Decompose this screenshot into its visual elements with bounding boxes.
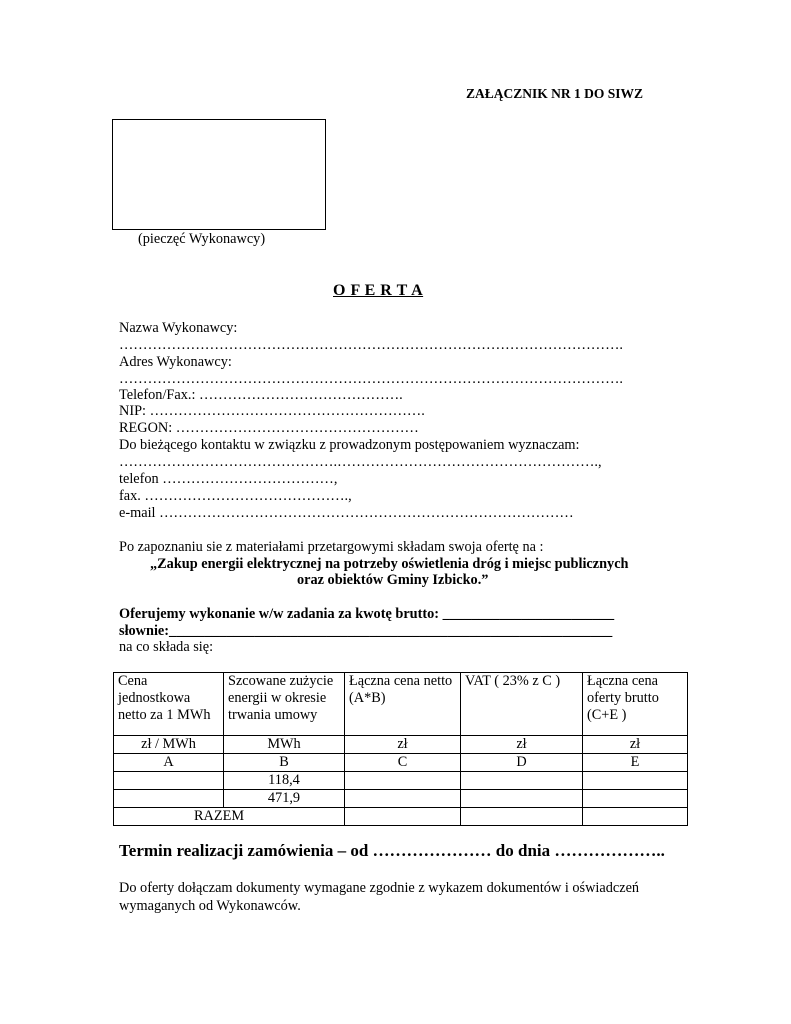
table-cell <box>114 790 224 808</box>
contact-email-field: e-mail …………………………………………………………………………… <box>119 505 574 521</box>
regon-field: REGON: …………………………………………… <box>119 420 419 436</box>
delivery-deadline: Termin realizacji zamówienia – od ………………… do dnia ……………….. <box>119 841 665 860</box>
unit-cell: zł / MWh <box>114 736 224 754</box>
contact-intro: Do bieżącego kontaktu w związku z prowadzonym postępowaniem wyznaczam: <box>119 437 580 453</box>
contact-fax-field: fax. ……………………………………., <box>119 488 352 504</box>
total-label: RAZEM <box>114 808 345 826</box>
unit-cell: zł <box>461 736 583 754</box>
composition-label: na co składa się: <box>119 639 214 655</box>
header-total-net: Łączna cena netto (A*B) <box>345 673 461 736</box>
offer-subject-line-2: oraz obiektów Gminy Izbicko.” <box>297 572 489 588</box>
table-cell <box>583 790 688 808</box>
offer-intro: Po zapoznaniu sie z materiałami przetargowymi składam swoja ofertę na : <box>119 539 544 555</box>
total-gross-cell <box>583 808 688 826</box>
unit-cell: zł <box>583 736 688 754</box>
table-letters-row <box>114 754 688 772</box>
header-estimated-usage: Szcowane zużycie energii w okresie trwania umowy <box>224 673 345 736</box>
table-cell: 471,9 <box>224 790 345 808</box>
letter-cell: B <box>224 754 345 772</box>
contractor-address-field: ……………………………………………………………………………………………. <box>119 371 623 387</box>
header-total-gross: Łączna cena oferty brutto (C+E ) <box>583 673 688 736</box>
table-cell <box>461 772 583 790</box>
header-vat: VAT ( 23% z C ) <box>461 673 583 736</box>
table-header-row <box>114 673 688 736</box>
table-cell <box>114 772 224 790</box>
unit-cell: MWh <box>224 736 345 754</box>
header-unit-price: Cena jednostkowa netto za 1 MWh <box>114 673 224 736</box>
contractor-name-label: Nazwa Wykonawcy: <box>119 320 238 336</box>
nip-field: NIP: …………………………………………………. <box>119 403 425 419</box>
offer-subject-line-1: „Zakup energii elektrycznej na potrzeby oświetlenia dróg i miejsc publicznych <box>150 556 629 572</box>
table-cell <box>345 790 461 808</box>
contractor-name-field: ……………………………………………………………………………………………. <box>119 337 623 353</box>
table-cell: 118,4 <box>224 772 345 790</box>
contact-phone-field: telefon ………………………………, <box>119 471 338 487</box>
table-row <box>114 772 688 790</box>
letter-cell: C <box>345 754 461 772</box>
phone-fax-field: Telefon/Fax.: ……………………………………. <box>119 387 403 403</box>
closing-statement: Do oferty dołączam dokumenty wymagane zgodnie z wykazem dokumentów i oświadczeń wymaganych od Wykonawców. <box>119 880 640 914</box>
letter-cell: A <box>114 754 224 772</box>
annex-heading: ZAŁĄCZNIK NR 1 DO SIWZ <box>466 86 644 101</box>
table-cell <box>345 772 461 790</box>
table-row <box>114 790 688 808</box>
total-net-cell <box>345 808 461 826</box>
table-total-row <box>114 808 688 826</box>
stamp-label: (pieczęć Wykonawcy) <box>138 231 266 247</box>
document-title: O F E R T A <box>333 282 424 299</box>
price-table <box>113 672 688 826</box>
letter-cell: D <box>461 754 583 772</box>
gross-price-line: Oferujemy wykonanie w/w zadania za kwotę brutto: ________________________ <box>119 606 615 622</box>
unit-cell: zł <box>345 736 461 754</box>
contractor-address-label: Adres Wykonawcy: <box>119 354 232 370</box>
total-vat-cell <box>461 808 583 826</box>
letter-cell: E <box>583 754 688 772</box>
table-cell <box>461 790 583 808</box>
amount-in-words-line: słownie:______________________________________________________________ <box>119 623 613 639</box>
stamp-box <box>112 119 326 230</box>
table-units-row <box>114 736 688 754</box>
table-cell <box>583 772 688 790</box>
contact-person-field: ……………………………………….………………………………………………., <box>119 454 602 470</box>
